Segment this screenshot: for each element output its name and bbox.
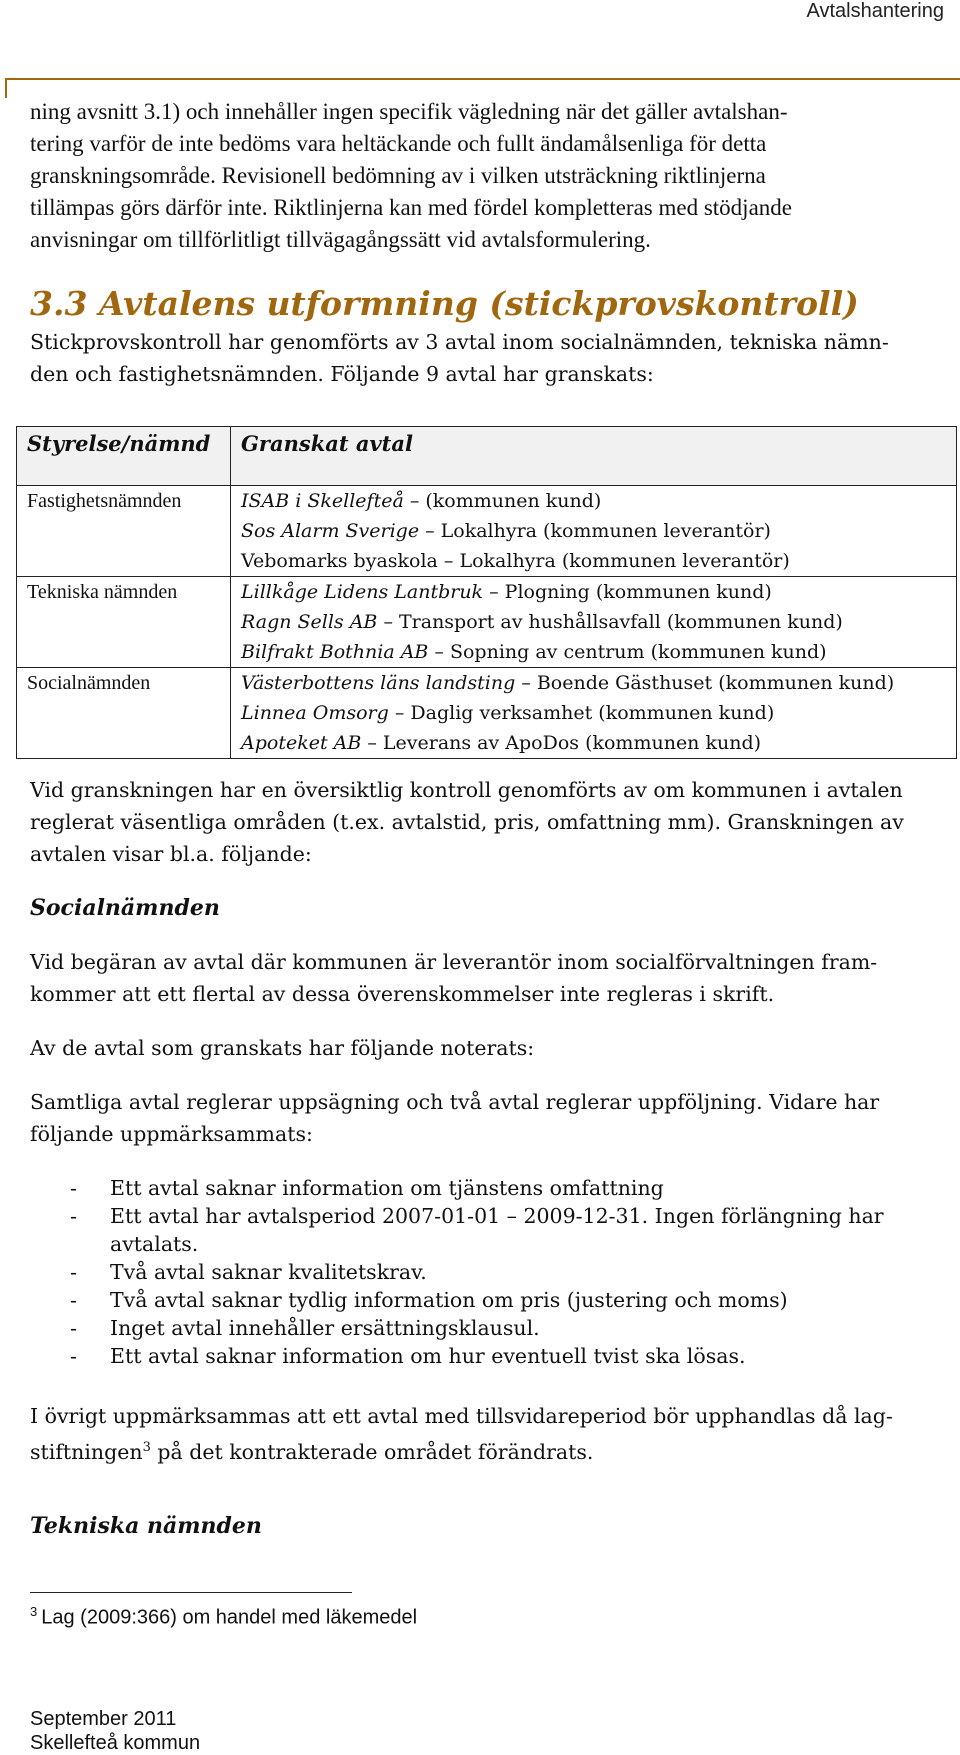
running-header: Avtalshantering: [806, 0, 944, 22]
section-heading: 3.3 Avtalens utformning (stickprovskontroll): [30, 284, 859, 323]
table-row: [17, 486, 957, 517]
closing-paragraph: [30, 1400, 942, 1468]
contract-description: – Daglig verksamhet (kommunen kund): [388, 702, 775, 724]
list-item: [30, 1202, 942, 1258]
list-item: [30, 1286, 942, 1314]
social-heading: Socialnämnden: [30, 895, 220, 921]
contract-cell: [231, 607, 957, 637]
closing-text-start: stiftningen: [30, 1439, 143, 1464]
table-row: [17, 668, 957, 699]
contract-cell: [231, 516, 957, 546]
intro-line: ning avsnitt 3.1) och innehåller ingen specifik vägledning när det gäller avtalshan-: [30, 99, 788, 124]
contract-description: – Leverans av ApoDos (kommunen kund): [361, 732, 762, 754]
contract-description: – Plogning (kommunen kund): [483, 581, 772, 603]
contract-cell: [231, 577, 957, 608]
social-request-line: kommer att ett flertal av dessa överenskommelser inte regleras i skrift.: [30, 982, 775, 1006]
technical-heading: Tekniska nämnden: [30, 1512, 262, 1539]
contract-description: – (kommunen kund): [403, 490, 602, 512]
section-line: Stickprovskontroll har genomförts av 3 avtal inom socialnämnden, tekniska nämn-: [30, 330, 889, 354]
contract-party: Västerbottens läns landsting: [241, 672, 516, 694]
table-row: [17, 516, 957, 546]
closing-line: I övrigt uppmärksammas att ett avtal med tillsvidareperiod bör upphandlas då lag-: [30, 1404, 893, 1428]
footer-date: September 2011: [30, 1708, 177, 1730]
contract-cell: [231, 637, 957, 668]
page-body: [30, 96, 942, 390]
board-cell: Socialnämnden: [17, 668, 231, 699]
contract-cell: [231, 698, 957, 728]
header-corner-mark: [5, 78, 960, 98]
contract-description: – Lokalhyra (kommunen leverantör): [419, 520, 771, 542]
closing-text-end: på det kontrakterade området förändrats.: [150, 1439, 594, 1464]
contract-cell: [231, 728, 957, 759]
list-item: [30, 1258, 942, 1286]
contract-description: – Boende Gästhuset (kommunen kund): [515, 672, 895, 694]
table-row: [17, 607, 957, 637]
contract-party: Sos Alarm Sverige: [241, 520, 420, 542]
intro-line: anvisningar om tillförlitligt tillvägagångssätt vid avtalsformulering.: [30, 227, 651, 252]
contract-cell: [231, 486, 957, 517]
contract-cell: [231, 546, 957, 577]
contract-cell: [231, 668, 957, 699]
intro-line: tering varför de inte bedöms vara heltäckande och fullt ändamålsenliga för detta: [30, 131, 767, 156]
list-dash: -: [70, 1260, 77, 1284]
intro-line: tillämpas görs därför inte. Riktlinjerna kan med fördel kompletteras med stödjande: [30, 195, 792, 220]
contract-party: Apoteket AB: [241, 732, 362, 754]
board-cell: Fastighetsnämnden: [17, 486, 231, 517]
intro-paragraph: [30, 96, 942, 256]
review-paragraph: [30, 774, 942, 870]
contract-description: – Sopning av centrum (kommunen kund): [428, 641, 827, 663]
table-header-row: [17, 427, 957, 486]
contract-party: Lillkåge Lidens Lantbruk: [241, 581, 484, 603]
review-line: Vid granskningen har en översiktlig kontroll genomförts av om kommunen i avtalen: [30, 778, 903, 802]
finding-text: Två avtal saknar kvalitetskrav.: [110, 1260, 427, 1284]
header-contract: Granskat avtal: [231, 427, 957, 486]
footnote-divider: [30, 1592, 352, 1593]
contract-party: Ragn Sells AB: [241, 611, 378, 633]
table-row: [17, 728, 957, 759]
contract-party: Vebomarks byaskola: [241, 550, 438, 572]
contracts-table: [16, 426, 957, 759]
social-request-line: Vid begäran av avtal där kommunen är leverantör inom socialförvaltningen fram-: [30, 950, 878, 974]
table-row: [17, 637, 957, 668]
header-board: Styrelse/nämnd: [17, 427, 231, 486]
list-item: [30, 1174, 942, 1202]
finding-text: Ett avtal saknar information om tjänstens omfattning: [110, 1176, 664, 1200]
list-item: [30, 1314, 942, 1342]
list-dash: -: [70, 1288, 77, 1312]
contract-description: – Lokalhyra (kommunen leverantör): [437, 550, 790, 572]
finding-text-continued: avtalats.: [110, 1232, 199, 1256]
board-cell: Tekniska nämnden: [17, 577, 231, 608]
footnote-reference[interactable]: 3: [142, 1440, 151, 1455]
contract-party: Linnea Omsorg: [241, 702, 389, 724]
review-section: [30, 774, 942, 1542]
social-all-line: Samtliga avtal reglerar uppsägning och två avtal reglerar uppföljning. Vidare har: [30, 1090, 880, 1114]
closing-line: [30, 1432, 942, 1468]
list-dash: -: [70, 1204, 77, 1228]
findings-list: [30, 1174, 942, 1370]
social-all-line: följande uppmärksammats:: [30, 1122, 313, 1146]
review-line: avtalen visar bl.a. följande:: [30, 842, 312, 866]
social-all-paragraph: [30, 1086, 942, 1150]
list-dash: -: [70, 1176, 77, 1200]
social-noted: Av de avtal som granskats har följande noterats:: [30, 1036, 535, 1060]
table-row: [17, 546, 957, 577]
social-request-paragraph: [30, 946, 942, 1010]
finding-text: Ett avtal har avtalsperiod 2007-01-01 – 2009-12-31. Ingen förlängning har: [110, 1204, 884, 1228]
table-row: [17, 698, 957, 728]
footnote-text: Lag (2009:366) om handel med läkemedel: [41, 1606, 418, 1629]
contract-description: – Transport av hushållsavfall (kommunen kund): [377, 611, 843, 633]
finding-text: Två avtal saknar tydlig information om pris (justering och moms): [110, 1288, 788, 1312]
footnote-marker: 3: [30, 1604, 38, 1619]
finding-text: Inget avtal innehåller ersättningsklausul.: [110, 1316, 540, 1340]
contract-party: ISAB i Skellefteå: [241, 490, 404, 512]
section-line: den och fastighetsnämnden. Följande 9 avtal har granskats:: [30, 362, 654, 386]
footnote: [30, 1604, 417, 1630]
finding-text: Ett avtal saknar information om hur eventuell tvist ska lösas.: [110, 1344, 746, 1368]
review-line: reglerat väsentliga områden (t.ex. avtalstid, pris, omfattning mm). Granskningen av: [30, 810, 904, 834]
page-footer: [30, 1707, 200, 1755]
list-dash: -: [70, 1316, 77, 1340]
table-row: [17, 577, 957, 608]
intro-line: granskningsområde. Revisionell bedömning av i vilken utsträckning riktlinjerna: [30, 163, 766, 188]
list-dash: -: [70, 1344, 77, 1368]
list-item: [30, 1342, 942, 1370]
contract-party: Bilfrakt Bothnia AB: [241, 641, 429, 663]
footer-org: Skellefteå kommun: [30, 1732, 201, 1754]
